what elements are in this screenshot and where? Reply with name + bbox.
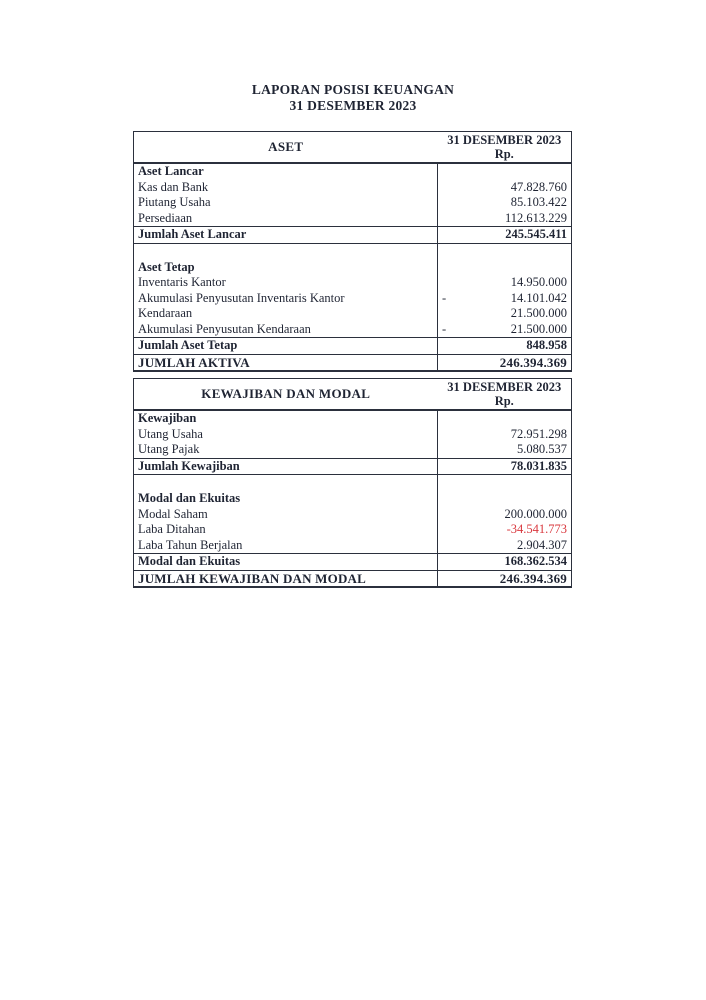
table-row-item — [134, 442, 572, 458]
document-title — [0, 82, 706, 113]
table-body — [134, 410, 572, 587]
table-header — [134, 379, 572, 411]
row-amount: 14.950.000 — [510, 275, 567, 290]
table-row-section — [134, 163, 572, 180]
table-row-grand — [134, 570, 572, 587]
row-amount: 200.000.000 — [504, 506, 567, 521]
row-label: Persediaan — [138, 210, 193, 225]
row-value — [438, 475, 572, 492]
document-title-line1: LAPORAN POSISI KEUANGAN — [251, 82, 455, 97]
table-row-section — [134, 260, 572, 276]
table-body — [134, 163, 572, 371]
row-label: Kewajiban — [138, 411, 197, 426]
table-row-item — [134, 322, 572, 338]
liabilities-and-equity-table — [133, 378, 572, 588]
row-label: Aset Lancar — [138, 164, 204, 179]
row-label: Modal dan Ekuitas — [134, 554, 438, 571]
row-value — [438, 243, 572, 260]
row-amount: 5.080.537 — [517, 442, 567, 457]
row-label: Akumulasi Penyusutan Kendaraan — [138, 321, 311, 336]
minus-sign: - — [442, 290, 447, 305]
row-label: JUMLAH KEWAJIBAN DAN MODAL — [134, 570, 438, 587]
table-row-item — [134, 291, 572, 307]
minus-sign: - — [442, 321, 447, 336]
column-header-date: 31 DESEMBER 2023 — [447, 133, 562, 147]
row-label: Utang Pajak — [138, 442, 200, 457]
row-value — [438, 211, 572, 227]
column-header-period — [438, 379, 572, 411]
table-row-item — [134, 427, 572, 443]
row-value — [438, 507, 572, 523]
row-value — [438, 491, 572, 507]
row-amount: 72.951.298 — [510, 426, 567, 441]
row-value — [438, 227, 572, 244]
table-row-total — [134, 458, 572, 475]
row-label: Aset Tetap — [138, 259, 195, 274]
table-row-item — [134, 507, 572, 523]
row-amount: 245.545.411 — [505, 227, 567, 242]
table-header — [134, 132, 572, 164]
row-value — [438, 195, 572, 211]
assets-table — [133, 131, 572, 372]
row-amount: 47.828.760 — [510, 179, 567, 194]
table-row-item — [134, 306, 572, 322]
row-amount: 2.904.307 — [517, 537, 567, 552]
row-label: Laba Ditahan — [138, 522, 206, 537]
table-row-total — [134, 554, 572, 571]
table-row-spacer — [134, 475, 572, 492]
table-row-total — [134, 227, 572, 244]
row-amount: 78.031.835 — [510, 458, 567, 473]
row-value — [438, 306, 572, 322]
row-amount: 112.613.229 — [504, 210, 567, 225]
column-header-period — [438, 132, 572, 164]
row-amount: 246.394.369 — [499, 570, 567, 586]
row-value — [438, 338, 572, 355]
row-amount: 21.500.000 — [510, 321, 567, 336]
row-label: Akumulasi Penyusutan Inventaris Kantor — [138, 290, 345, 305]
row-amount: 85.103.422 — [510, 195, 567, 210]
row-amount: 246.394.369 — [499, 354, 567, 370]
table-row-item — [134, 522, 572, 538]
row-label: Jumlah Aset Lancar — [134, 227, 438, 244]
row-label: Inventaris Kantor — [138, 275, 226, 290]
table-header-title: ASET — [134, 132, 438, 164]
table-header-row — [134, 379, 572, 411]
row-label: Jumlah Kewajiban — [134, 458, 438, 475]
table-row-item — [134, 538, 572, 554]
column-header-currency: Rp. — [494, 394, 514, 408]
row-amount: 168.362.534 — [504, 554, 567, 569]
row-label: Modal Saham — [138, 506, 208, 521]
table-row-section — [134, 410, 572, 427]
table-header-title: KEWAJIBAN DAN MODAL — [134, 379, 438, 411]
row-value — [438, 427, 572, 443]
row-value — [438, 538, 572, 554]
table-row-item — [134, 211, 572, 227]
row-label: Modal dan Ekuitas — [138, 491, 241, 506]
row-label: Laba Tahun Berjalan — [138, 537, 243, 552]
table-row-item — [134, 275, 572, 291]
row-value — [438, 260, 572, 276]
row-label — [134, 243, 438, 260]
row-value — [438, 554, 572, 571]
row-value — [438, 291, 572, 307]
row-label — [134, 475, 438, 492]
table-row-item — [134, 180, 572, 196]
table-row-section — [134, 491, 572, 507]
row-value — [438, 570, 572, 587]
row-value — [438, 163, 572, 180]
table-row-spacer — [134, 243, 572, 260]
row-value — [438, 522, 572, 538]
column-header-date: 31 DESEMBER 2023 — [447, 380, 562, 394]
row-value — [438, 458, 572, 475]
table-row-grand — [134, 354, 572, 371]
row-value — [438, 354, 572, 371]
row-value — [438, 322, 572, 338]
row-amount: 848.958 — [526, 338, 567, 353]
row-value — [438, 180, 572, 196]
row-value — [438, 410, 572, 427]
row-label: Kas dan Bank — [138, 179, 209, 194]
row-label: Jumlah Aset Tetap — [134, 338, 438, 355]
row-label: Kendaraan — [138, 306, 193, 321]
row-amount: -34.541.773 — [506, 522, 567, 537]
table-row-item — [134, 195, 572, 211]
table-header-row — [134, 132, 572, 164]
row-label: Utang Usaha — [138, 426, 203, 441]
row-value — [438, 442, 572, 458]
row-value — [438, 275, 572, 291]
document-title-line2: 31 DESEMBER 2023 — [289, 97, 417, 113]
row-amount: 21.500.000 — [510, 306, 567, 321]
row-label: JUMLAH AKTIVA — [134, 354, 438, 371]
table-row-total — [134, 338, 572, 355]
row-label: Piutang Usaha — [138, 195, 211, 210]
column-header-currency: Rp. — [494, 147, 514, 161]
row-amount: 14.101.042 — [510, 290, 567, 305]
